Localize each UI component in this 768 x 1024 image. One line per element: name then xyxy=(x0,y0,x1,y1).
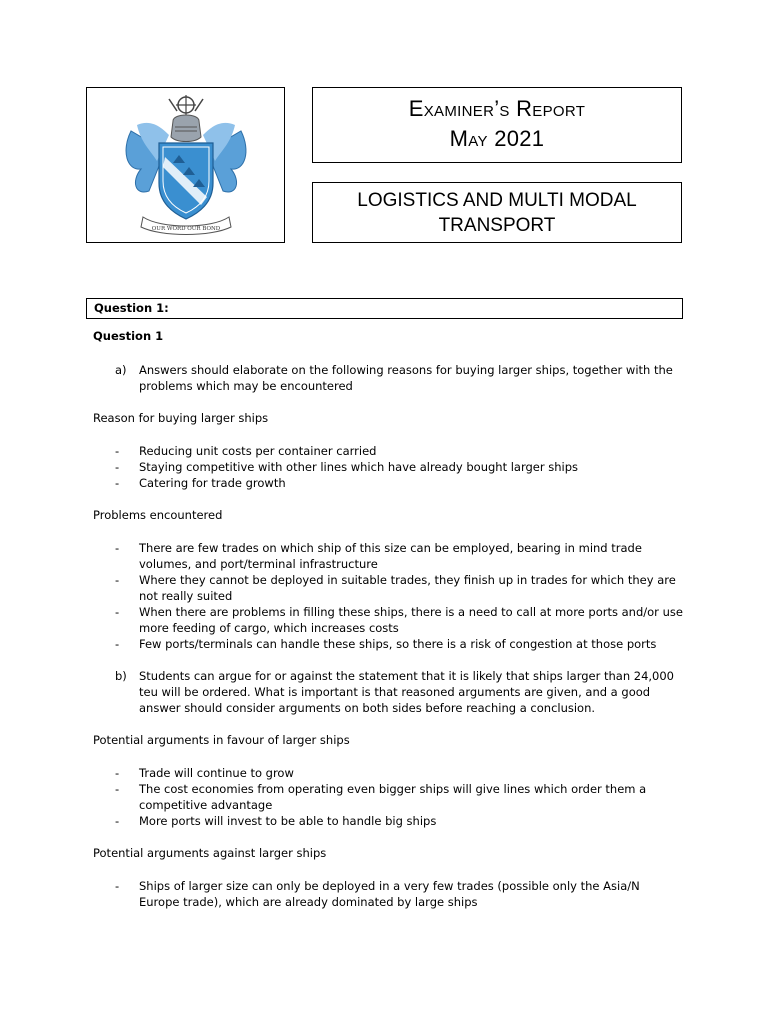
list-item: - There are few trades on which ship of this size can be employed, bearing in mind trade volumes, and port/terminal infrastructure xyxy=(115,541,642,571)
report-title: Examiner’s Report xyxy=(408,96,586,121)
part-b xyxy=(93,668,683,716)
problems-heading: Problems encountered xyxy=(93,508,223,522)
problems-list xyxy=(93,540,683,652)
subject-line-1: LOGISTICS AND MULTI MODAL xyxy=(357,190,637,211)
part-a-text: Answers should elaborate on the following reasons for buying larger ships, together with the problems which may be encountered xyxy=(139,363,673,393)
svg-text:OUR WORD OUR BOND: OUR WORD OUR BOND xyxy=(151,226,220,232)
against-list xyxy=(93,878,683,910)
part-b-text: Students can argue for or against the statement that it is likely that ships larger than 24,000 teu will be ordered. What is important is that reasoned arguments are given, and a good answer should consider arguments on both sides before reaching a conclusion. xyxy=(139,669,675,715)
part-a xyxy=(93,362,683,394)
question-header: Question 1: xyxy=(86,298,683,319)
reasons-list xyxy=(93,443,683,491)
part-a-letter: a) xyxy=(115,363,127,377)
list-item: - Where they cannot be deployed in suitable trades, they finish up in trades for which they are not really suited xyxy=(115,573,676,603)
against-heading: Potential arguments against larger ships xyxy=(93,846,327,860)
list-item: - Ships of larger size can only be deployed in a very few trades (possible only the Asia/N Europe trade), which are already dominated by large ships xyxy=(115,879,640,909)
list-item: - When there are problems in filling these ships, there is a need to call at more ports and/or use more feeding of cargo, which increases costs xyxy=(115,605,683,635)
reasons-heading: Reason for buying larger ships xyxy=(93,411,269,425)
document-body xyxy=(93,328,683,910)
subject-box xyxy=(312,182,682,243)
list-item: - Staying competitive with other lines which have already bought larger ships xyxy=(115,460,579,474)
crest-logo-box xyxy=(86,87,285,243)
list-item: - The cost economies from operating even bigger ships will give lines which order them a competitive advantage xyxy=(115,782,647,812)
favour-heading: Potential arguments in favour of larger ships xyxy=(93,733,350,747)
list-item: - Trade will continue to grow xyxy=(115,766,294,780)
list-item: - Few ports/terminals can handle these ships, so there is a risk of congestion at those ports xyxy=(115,637,657,651)
favour-list xyxy=(93,765,683,829)
question-title: Question 1 xyxy=(93,329,164,343)
report-date: May 2021 xyxy=(449,126,545,151)
list-item: - Catering for trade growth xyxy=(115,476,286,490)
list-item: - Reducing unit costs per container carried xyxy=(115,444,377,458)
subject-line-2: TRANSPORT xyxy=(438,215,556,236)
part-b-letter: b) xyxy=(115,669,127,683)
report-title-box xyxy=(312,87,682,163)
list-item: - More ports will invest to be able to handle big ships xyxy=(115,814,437,828)
coat-of-arms-logo xyxy=(121,91,251,239)
